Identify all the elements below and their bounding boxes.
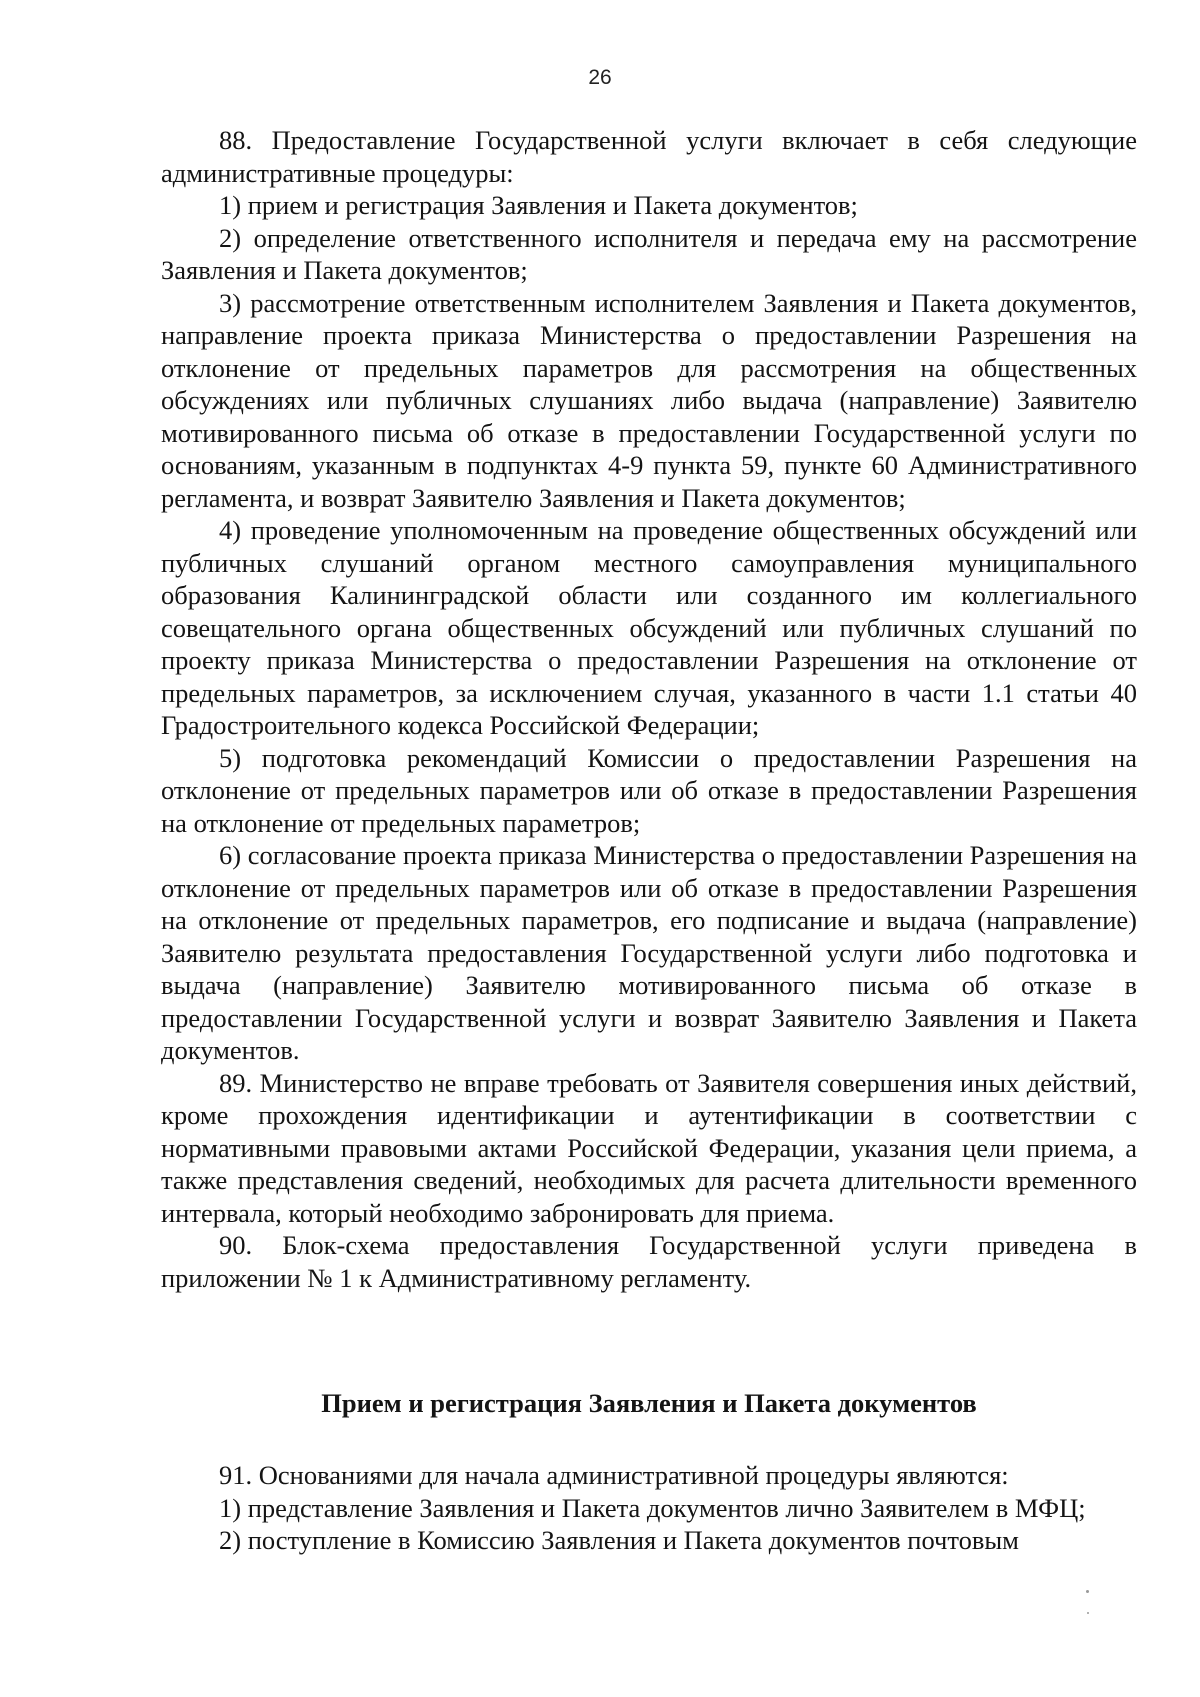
scan-speck xyxy=(1086,1590,1089,1593)
paragraph-91: 91. Основаниями для начала административной процедуры являются: xyxy=(219,1460,1009,1490)
section-heading: Прием и регистрация Заявления и Пакета документов xyxy=(321,1388,977,1418)
scan-speck xyxy=(1087,1612,1089,1614)
paragraph-88-item-1: 1) прием и регистрация Заявления и Пакета документов; xyxy=(219,190,858,220)
paragraph-91-item-1: 1) представление Заявления и Пакета документов лично Заявителем в МФЦ; xyxy=(219,1492,1086,1523)
paragraph-88: 88. Предоставление Государственной услуги включает в себя следующие административные процедуры: xyxy=(161,125,1137,188)
paragraph-89: 89. Министерство не вправе требовать от Заявителя совершения иных действий, кроме прохождения идентификации и аутентификации в соответствии с нормативными правовыми актами Российской Федерации, указания цели приема, а также представления сведений, необходимых для расчета длительности временного интервала, который необходимо забронировать для приема. xyxy=(161,1067,1137,1228)
paragraph-88-item-2: 2) определение ответственного исполнителя и передача ему на рассмотрение Заявления и Пакета документов; xyxy=(161,222,1137,285)
paragraph-90: 90. Блок-схема предоставления Государственной услуги приведена в приложении № 1 к Административному регламенту. xyxy=(161,1230,1137,1293)
paragraph-88-item-5: 5) подготовка рекомендаций Комиссии о предоставлении Разрешения на отклонение от предельных параметров или об отказе в предоставлении Разрешения на отклонение от предельных параметров; xyxy=(161,742,1137,838)
section-text xyxy=(161,1459,1137,1557)
paragraph-88-item-4: 4) проведение уполномоченным на проведение общественных обсуждений или публичных слушаний органом местного самоуправления муниципального образования Калининградской области или созданного им коллегиального совещательного органа общественных обсуждений или публичных слушаний по проекту приказа Министерства о предоставлении Разрешения на отклонение от предельных параметров, за исключением случая, указанного в части 1.1 статьи 40 Градостроительного кодекса Российской Федерации; xyxy=(161,515,1137,740)
paragraph-91-item-2: 2) поступление в Комиссию Заявления и Пакета документов почтовым xyxy=(219,1525,1019,1555)
paragraph-88-item-6: 6) согласование проекта приказа Министерства о предоставлении Разрешения на отклонение от предельных параметров или об отказе в предоставлении Разрешения на отклонение от предельных параметров, его подписание и выдача (направление) Заявителю результата предоставления Государственной услуги либо подготовка и выдача (направление) Заявителю мотивированного письма об отказе в предоставлении Государственной услуги и возврат Заявителю Заявления и Пакета документов. xyxy=(161,840,1137,1065)
page-number: 26 xyxy=(588,66,612,89)
paragraph-88-item-3: 3) рассмотрение ответственным исполнителем Заявления и Пакета документов, направление проекта приказа Министерства о предоставлении Разрешения на отклонение от предельных параметров для рассмотрения на общественных обсуждениях или публичных слушаниях либо выдача (направление) Заявителю мотивированного письма об отказе в предоставлении Государственной услуги по основаниям, указанным в подпунктах 4-9 пункта 59, пункте 60 Административного регламента, и возврат Заявителю Заявления и Пакета документов; xyxy=(161,287,1137,513)
main-text xyxy=(161,124,1137,1294)
